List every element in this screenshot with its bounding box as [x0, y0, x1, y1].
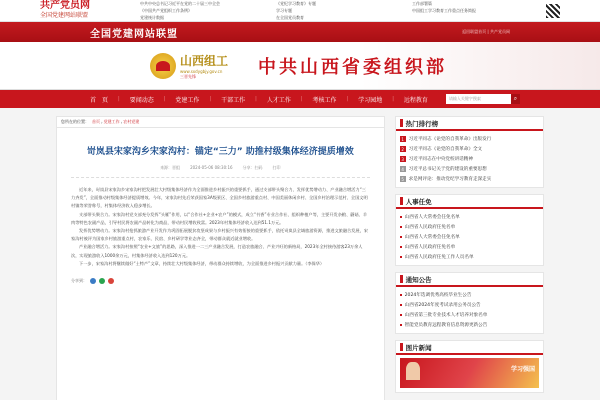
notice-panel-title: 通知公告: [405, 275, 432, 284]
nav-talent[interactable]: 人才工作: [266, 96, 291, 104]
rank-item[interactable]: [400, 134, 539, 144]
article-text: [71, 186, 370, 268]
list-item-text: 山西省人大常委会任免名单: [404, 235, 460, 240]
search-icon[interactable]: ⌕: [511, 94, 520, 104]
bullet-icon: [400, 294, 402, 296]
breadcrumb-label: 您所在的位置：: [61, 119, 89, 124]
top-strip: [0, 0, 600, 22]
header-bar: [400, 197, 403, 205]
nav-cadre[interactable]: 干部工作: [221, 96, 246, 104]
rank-panel: [395, 116, 544, 188]
party-emblem-icon: [150, 53, 176, 79]
wechat-share-icon[interactable]: [99, 278, 105, 284]
picture-news-title: 图片新闻: [405, 343, 432, 352]
list-item-text: 山西省2024年度考试录用公务员公告: [404, 303, 481, 308]
top-link[interactable]: 《党纪学习教育》专题: [276, 0, 316, 6]
brand-url: www.sxdygbjy.gov.cn: [180, 68, 223, 74]
rank-item-text: 习近平同志《论党的自我革命》全文: [408, 147, 483, 152]
share-label: 分享到：: [71, 278, 87, 284]
banner-title: 全国党建网站联盟: [90, 28, 178, 40]
list-item[interactable]: [400, 310, 539, 320]
nav-remote-edu[interactable]: 远程教育: [403, 96, 428, 104]
qr-code-icon: [546, 4, 560, 18]
list-item-text: 山西省人民政府任免工作人员名单: [404, 255, 474, 260]
nav-divider: |: [163, 96, 166, 102]
list-item-text: 山西省人民政府任免名单: [404, 245, 456, 250]
article-paragraph: 下一步，宋家沟村将继续做好“土特产”文章，持续壮大村级集体经济，带动群众持续增收，为全面推进乡村振兴贡献力量。（李保华）: [79, 260, 325, 266]
nav-divider: |: [255, 96, 257, 102]
picture-news-caption: 学习强国: [510, 366, 535, 373]
breadcrumb: 您所在的位置： 首页 › 党建工作 › 农村党建: [56, 116, 385, 128]
top-link[interactable]: 党建统计数据: [140, 14, 164, 20]
nav-divider: |: [392, 96, 394, 102]
site-logo-text: 共产党员网: [40, 0, 90, 11]
top-link[interactable]: 中国组工学习教育工作重点任务简报: [412, 7, 476, 13]
article-title: 岢岚县宋家沟乡宋家沟村：锚定“三力” 助推村级集体经济提质增效: [86, 147, 354, 157]
article-share[interactable]: 分享：扫码: [242, 165, 263, 170]
breadcrumb-party[interactable]: 党建工作: [103, 119, 120, 124]
rank-item[interactable]: [400, 164, 539, 174]
rank-number: 1: [401, 136, 404, 142]
notice-panel-header: [396, 273, 543, 287]
bullet-icon: [400, 324, 402, 326]
article-meta: [71, 165, 370, 178]
bullet-icon: [400, 256, 402, 258]
rank-item-text: 求是网评论：推动党纪学习教育走深走实: [408, 177, 492, 182]
banner-return-link[interactable]: 返回联盟首页 | 共产党员网: [462, 29, 510, 34]
article-paragraph: 支部带头聚合力。宋家沟村党支部充分发挥“头雁”作用，以“合作社+企业+农户”的模式，成立“书香”专业合作社、组织种植户等，主要开发杂粮、蘑菇、羊肉等特色农副产品，引导村民将农副产品转化为商品，带动村民增收致富。2023年村集体经济收入达到51.1万元。: [71, 211, 368, 225]
rank-number: 5: [401, 176, 404, 182]
breadcrumb-rural[interactable]: 农村党建: [123, 119, 140, 124]
alliance-banner: [0, 22, 600, 42]
rank-item[interactable]: [400, 144, 539, 154]
sidebar: [395, 116, 544, 400]
top-link[interactable]: 工作部署篇: [412, 0, 432, 6]
nav-divider: |: [300, 96, 303, 102]
brand-name: 山西组工: [180, 53, 229, 68]
list-item-text: 山西省人大常委会任免名单: [404, 215, 460, 220]
bullet-icon: [400, 226, 402, 228]
picture-news-header: [396, 341, 543, 355]
rank-item[interactable]: [400, 154, 539, 164]
list-item[interactable]: [400, 320, 539, 330]
qzone-share-icon[interactable]: [108, 278, 114, 284]
brand-tagline: 三晋先锋: [180, 73, 196, 79]
personnel-panel: [395, 194, 544, 266]
nav-party[interactable]: 党建工作: [175, 96, 200, 104]
list-item-text: 山西省人民政府任免名单: [404, 225, 456, 230]
rank-panel-header: [396, 117, 543, 131]
list-item[interactable]: [400, 290, 539, 300]
article-paragraph: 近年来，岢岚县宋家沟乡宋家沟村把发展壮大村级集体经济作为全面推进乡村振兴的重要抓手，通过支部带头聚合力、发挥优势增动力、产业融合增活力“三力齐发”，全面推动村级集体经济提质增效。今年，宋家沟村先后荣获国家3A级景区、全国乡村旅游重点村、中国美丽休闲乡村、全国乡村治理示范村、全国文明村镇等荣誉称号，村集体经济收入稳步增长。: [71, 187, 368, 209]
bullet-icon: [400, 216, 402, 218]
top-link[interactable]: 在全国党员教育: [276, 14, 304, 20]
list-item-text: 山西省第三批专业技术人才培养对象名单: [404, 313, 488, 318]
notice-panel: [395, 272, 544, 334]
rank-number: 3: [401, 156, 404, 162]
bullet-icon: [400, 314, 402, 316]
header-bar: [400, 343, 403, 351]
article-body: [56, 128, 385, 400]
top-link[interactable]: 学习专题: [276, 7, 292, 13]
bullet-icon: [400, 246, 402, 248]
rank-item[interactable]: [400, 174, 539, 184]
sxzg-logo[interactable]: [150, 52, 228, 80]
rank-item-text: 习近平总书记关于党的建设的重要思想: [408, 167, 487, 172]
nav-divider: |: [346, 96, 349, 102]
list-item-text: 2024年选调优秀高校毕业生公告: [404, 293, 472, 298]
list-item[interactable]: [400, 242, 539, 252]
article-source: 来源：晋组: [160, 165, 181, 170]
top-link[interactable]: 《中国共产党组织工作条例》: [140, 7, 192, 13]
header-bar: [400, 119, 403, 127]
rank-item-text: 习近平同志《论党的自我革命》出版发行: [408, 137, 492, 142]
top-links: [130, 1, 542, 21]
org-name: 中共山西省委组织部: [258, 56, 448, 78]
list-item[interactable]: [400, 222, 539, 232]
picture-news-panel: [395, 340, 544, 393]
breadcrumb-home[interactable]: 首页: [92, 119, 100, 124]
article-date: 2024-05-06 08:30:16: [190, 165, 233, 170]
portrait-icon: [406, 362, 420, 380]
nav-home[interactable]: 首 页: [90, 96, 109, 104]
share-bar: [71, 278, 370, 284]
rank-number: 2: [401, 146, 404, 152]
list-item[interactable]: [400, 300, 539, 310]
weibo-share-icon[interactable]: [90, 278, 96, 284]
personnel-panel-header: [396, 195, 543, 209]
list-item[interactable]: [400, 252, 539, 262]
nav-assessment[interactable]: 考核工作: [312, 96, 337, 104]
bullet-icon: [400, 236, 402, 238]
article-paragraph: 发挥优势增动力。宋家沟村抢抓旅游产业开发作为巩固拓展脱贫攻坚成果与乡村振兴有效衔接的重要抓手，依托岢岚县全域旅游资源，推进文旅融合发展，宋家沟村被评为国家乡村旅游重点村，农家乐、民宿、乡村研学等业态齐全，带动群众就近就业增收。: [71, 228, 368, 242]
list-item-text: 智能党员教育远程教育信息资源更新公告: [404, 323, 488, 328]
bullet-icon: [400, 304, 402, 306]
site-logo-sub: 全国党建网站联盟: [40, 11, 89, 19]
picture-news-image[interactable]: [400, 358, 539, 388]
search-input[interactable]: 请输入关键字搜索: [446, 94, 511, 104]
nav-news[interactable]: 要闻动态: [129, 96, 154, 104]
nav-divider: |: [118, 96, 120, 102]
nav-study[interactable]: 学习园地: [358, 96, 383, 104]
rank-number: 4: [401, 166, 404, 172]
site-logo[interactable]: [40, 1, 130, 21]
list-item[interactable]: [400, 232, 539, 242]
rank-panel-title: 热门排行榜: [405, 119, 439, 128]
article-column: [56, 116, 385, 400]
nav-divider: |: [209, 96, 212, 102]
list-item[interactable]: [400, 212, 539, 222]
top-link[interactable]: 中共中央总书记习近平在党的二十届三中全会: [140, 0, 220, 6]
main-nav: [0, 90, 600, 108]
personnel-panel-title: 人事任免: [405, 197, 432, 206]
brand-band: [0, 42, 600, 90]
article-print[interactable]: 打印: [272, 165, 281, 170]
rank-item-text: 习近平同志在中央党校讲话精神: [408, 157, 473, 162]
article-paragraph: 产业融合增活力。宋家沟村按照“农业+文旅”的思路，深入推进一二三产业融合发展，打造农旅融合、产业兴旺的新格局，2023年全村接待游客23万余人次，实现旅游收入1000余万元，村集体经济收入达到120万元。: [71, 244, 363, 258]
header-bar: [400, 275, 403, 283]
